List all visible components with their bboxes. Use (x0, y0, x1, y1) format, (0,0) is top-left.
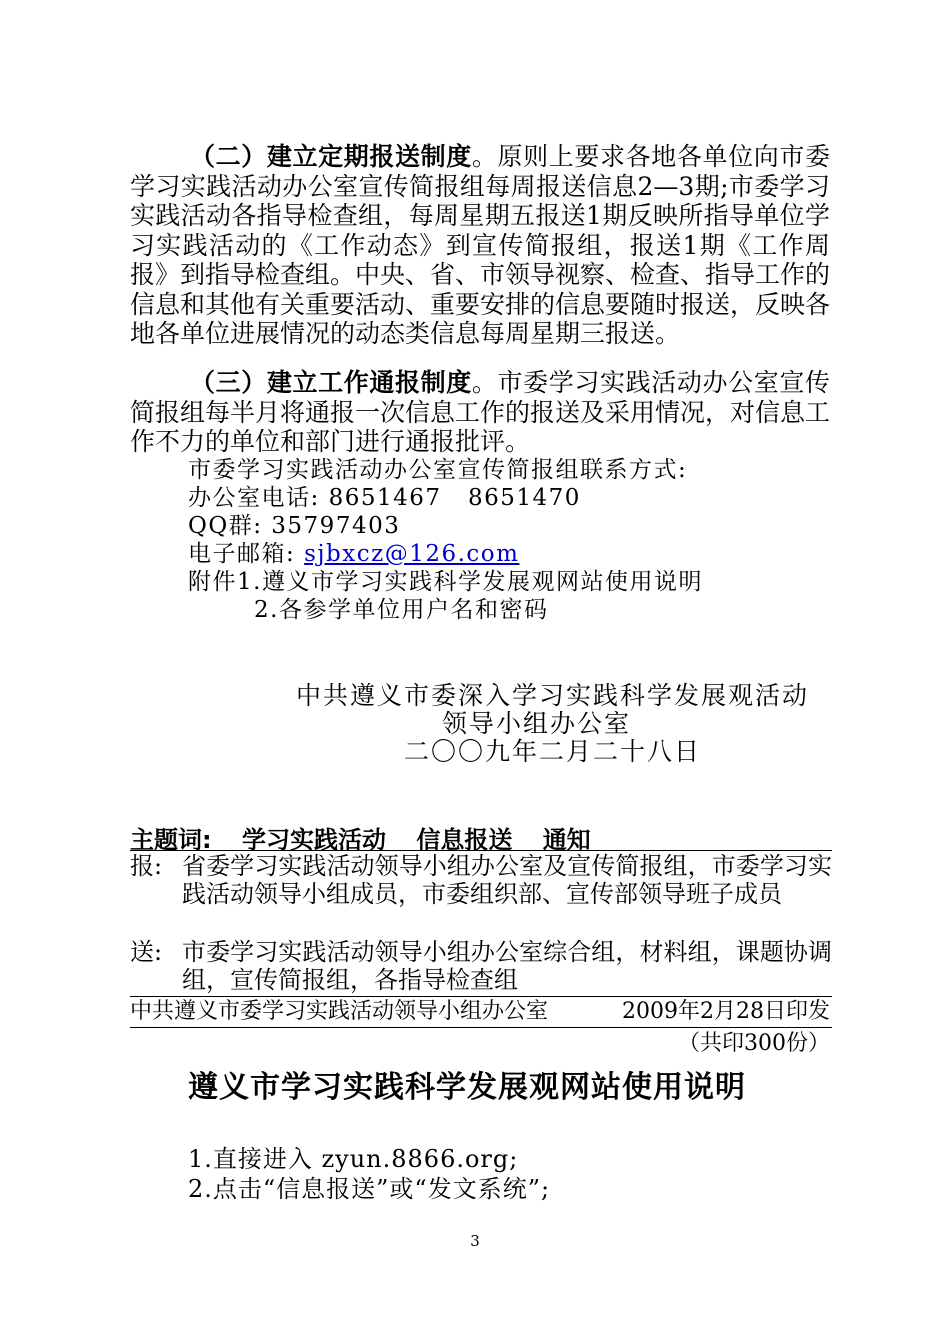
section-3-text: 。市委学习实践活动办公室宣传简报组每半月将通报一次信息工作的报送及采用情况，对信息工作不力的单位和部门进行通报批评。 (130, 368, 831, 456)
section-2-text: 。原则上要求各地各单位向市委学习实践活动办公室宣传简报组每周报送信息2—3期;市委学习实践活动各指导检查组，每周星期五报送1期反映所指导单位学习实践活动的《工作动态》到宣传简报组，报送1期《工作周报》到指导检查组。中央、省、市领导视察、检查、指导工作的信息和其他有关重要活动、重要安排的信息要随时报送，反映各地各单位进展情况的动态类信息每周星期三报送。 (130, 142, 831, 348)
issue-date: 2009年2月28日印发 (622, 999, 830, 1024)
section-2-heading: （二）建立定期报送制度 (190, 142, 472, 171)
manual-title: 遵义市学习实践科学发展观网站使用说明 (188, 1070, 746, 1105)
signature-org: 中共遵义市委深入学习实践科学发展观活动 (296, 681, 810, 710)
divider-rule (130, 850, 832, 851)
qq-label: QQ群: (188, 513, 263, 539)
email-label: 电子邮箱: (188, 541, 296, 567)
attachment-item-2: 2.各参学单位用户名和密码 (254, 597, 549, 623)
phone-label: 办公室电话: (188, 485, 320, 511)
phone-number-2: 8651470 (467, 485, 581, 511)
section-3-paragraph (130, 368, 830, 457)
manual-step-1: 1.直接进入 zyun.8866.org; (188, 1145, 519, 1173)
issuer-line (130, 998, 832, 1026)
manual-step-2: 2.点击“信息报送”或“发文系统”; (188, 1175, 551, 1203)
issuer-name: 中共遵义市委学习实践活动领导小组办公室 (130, 999, 549, 1024)
send-to-block (130, 939, 832, 994)
report-to-block (130, 853, 832, 908)
qq-number: 35797403 (271, 513, 401, 539)
attachment-item-1: 附件1.遵义市学习实践科学发展观网站使用说明 (188, 569, 703, 595)
print-copies: （共印300份） (678, 1031, 830, 1056)
report-recipients: 省委学习实践活动领导小组办公室及宣传简报组，市委学习实践活动领导小组成员，市委组织部、宣传部领导班子成员 (182, 852, 832, 908)
contact-qq-line (188, 512, 400, 540)
divider-rule (130, 996, 832, 997)
page-number: 3 (470, 1232, 480, 1250)
send-label: 送: (130, 938, 163, 966)
email-link[interactable]: sjbxcz@126.com (304, 541, 520, 567)
signature-office: 领导小组办公室 (442, 709, 632, 738)
report-label: 报: (130, 852, 163, 880)
divider-rule (130, 1027, 832, 1028)
keyword-item: 通知 (542, 826, 591, 854)
section-2-paragraph (130, 142, 830, 349)
contact-email-line (188, 540, 519, 568)
contact-phone-line (188, 484, 581, 512)
send-recipients: 市委学习实践活动领导小组办公室综合组，材料组，课题协调组，宣传简报组，各指导检查组 (182, 938, 832, 994)
keyword-item: 信息报送 (416, 826, 513, 854)
contact-intro: 市委学习实践活动办公室宣传简报组联系方式: (188, 457, 688, 483)
keyword-item: 学习实践活动 (241, 826, 386, 854)
keywords-label: 主题词: (130, 826, 212, 854)
phone-number-1: 8651467 (328, 485, 442, 511)
signature-date: 二〇〇九年二月二十八日 (404, 737, 702, 766)
section-3-heading: （三）建立工作通报制度 (190, 368, 472, 397)
